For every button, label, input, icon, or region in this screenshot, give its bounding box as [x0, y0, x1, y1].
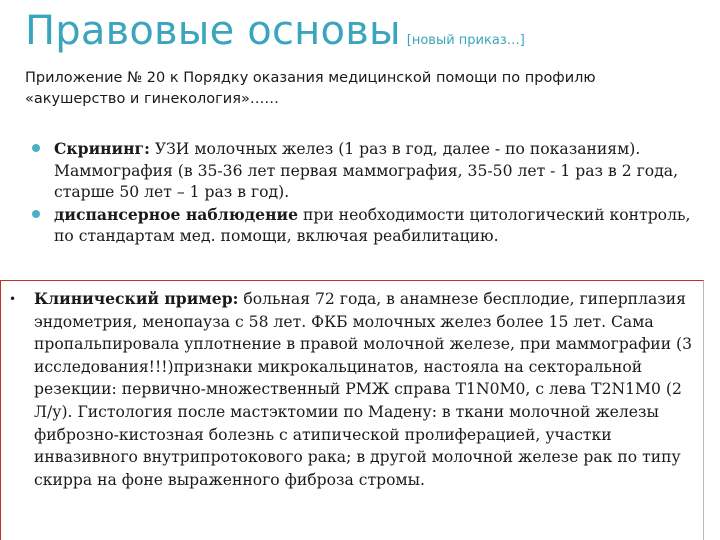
example-body: больная 72 года, в анамнезе бесплодие, гиперплазия эндометрия, менопауза с 58 лет. ФКБ молочных желез более 15 лет. Сама пропальпировала уплотнение в правой молочной железе, при маммографии (3 исследования!!!)признаки микрокальцинатов, настояла на секторальной резекции: первично-множественный РМЖ справа T1N0M0, с лева T2N1M0 (2 Л/у). Гистология после мастэктомии по Мадену: в ткани молочной железы фиброзно-кистозная болезнь с атипической пролиферацией, участки инвазивного внутрипротокового рака; в другой молочной железе рак по типу скирра на фоне выраженного фиброза стромы.: [34, 290, 693, 489]
clinical-example-box: [0, 280, 704, 540]
subtitle: Приложение № 20 к Порядку оказания медицинской помощи по профилю «акушерство и гинекология»……: [25, 70, 596, 107]
slide-title: [25, 8, 525, 54]
bullet-list: [32, 138, 702, 248]
bullet-screening: [32, 138, 702, 204]
bullet-dot-icon: [32, 210, 40, 218]
example-bold: Клинический пример:: [34, 289, 239, 308]
bullet-bold: Скрининг:: [54, 139, 150, 158]
title-note: [новый приказ…]: [406, 33, 525, 48]
clinical-example-text: [34, 288, 699, 491]
bullet-text: при необходимости цитологический контроль, по стандартам мед. помощи, включая реабилитацию.: [54, 205, 691, 245]
title-main: Правовые основы: [25, 8, 401, 54]
bullet-dot-icon: [32, 144, 40, 152]
example-bullet-icon: •: [9, 292, 17, 306]
bullet-bold: диспансерное наблюдение: [54, 204, 298, 224]
bullet-text: УЗИ молочных желез (1 раз в год, далее - по показаниям). Маммография (в 35-36 лет первая маммография, 35-50 лет - 1 раз в 2 года, старше 50 лет – 1 раз в год).: [54, 140, 679, 201]
bullet-dispensary: [32, 204, 702, 248]
